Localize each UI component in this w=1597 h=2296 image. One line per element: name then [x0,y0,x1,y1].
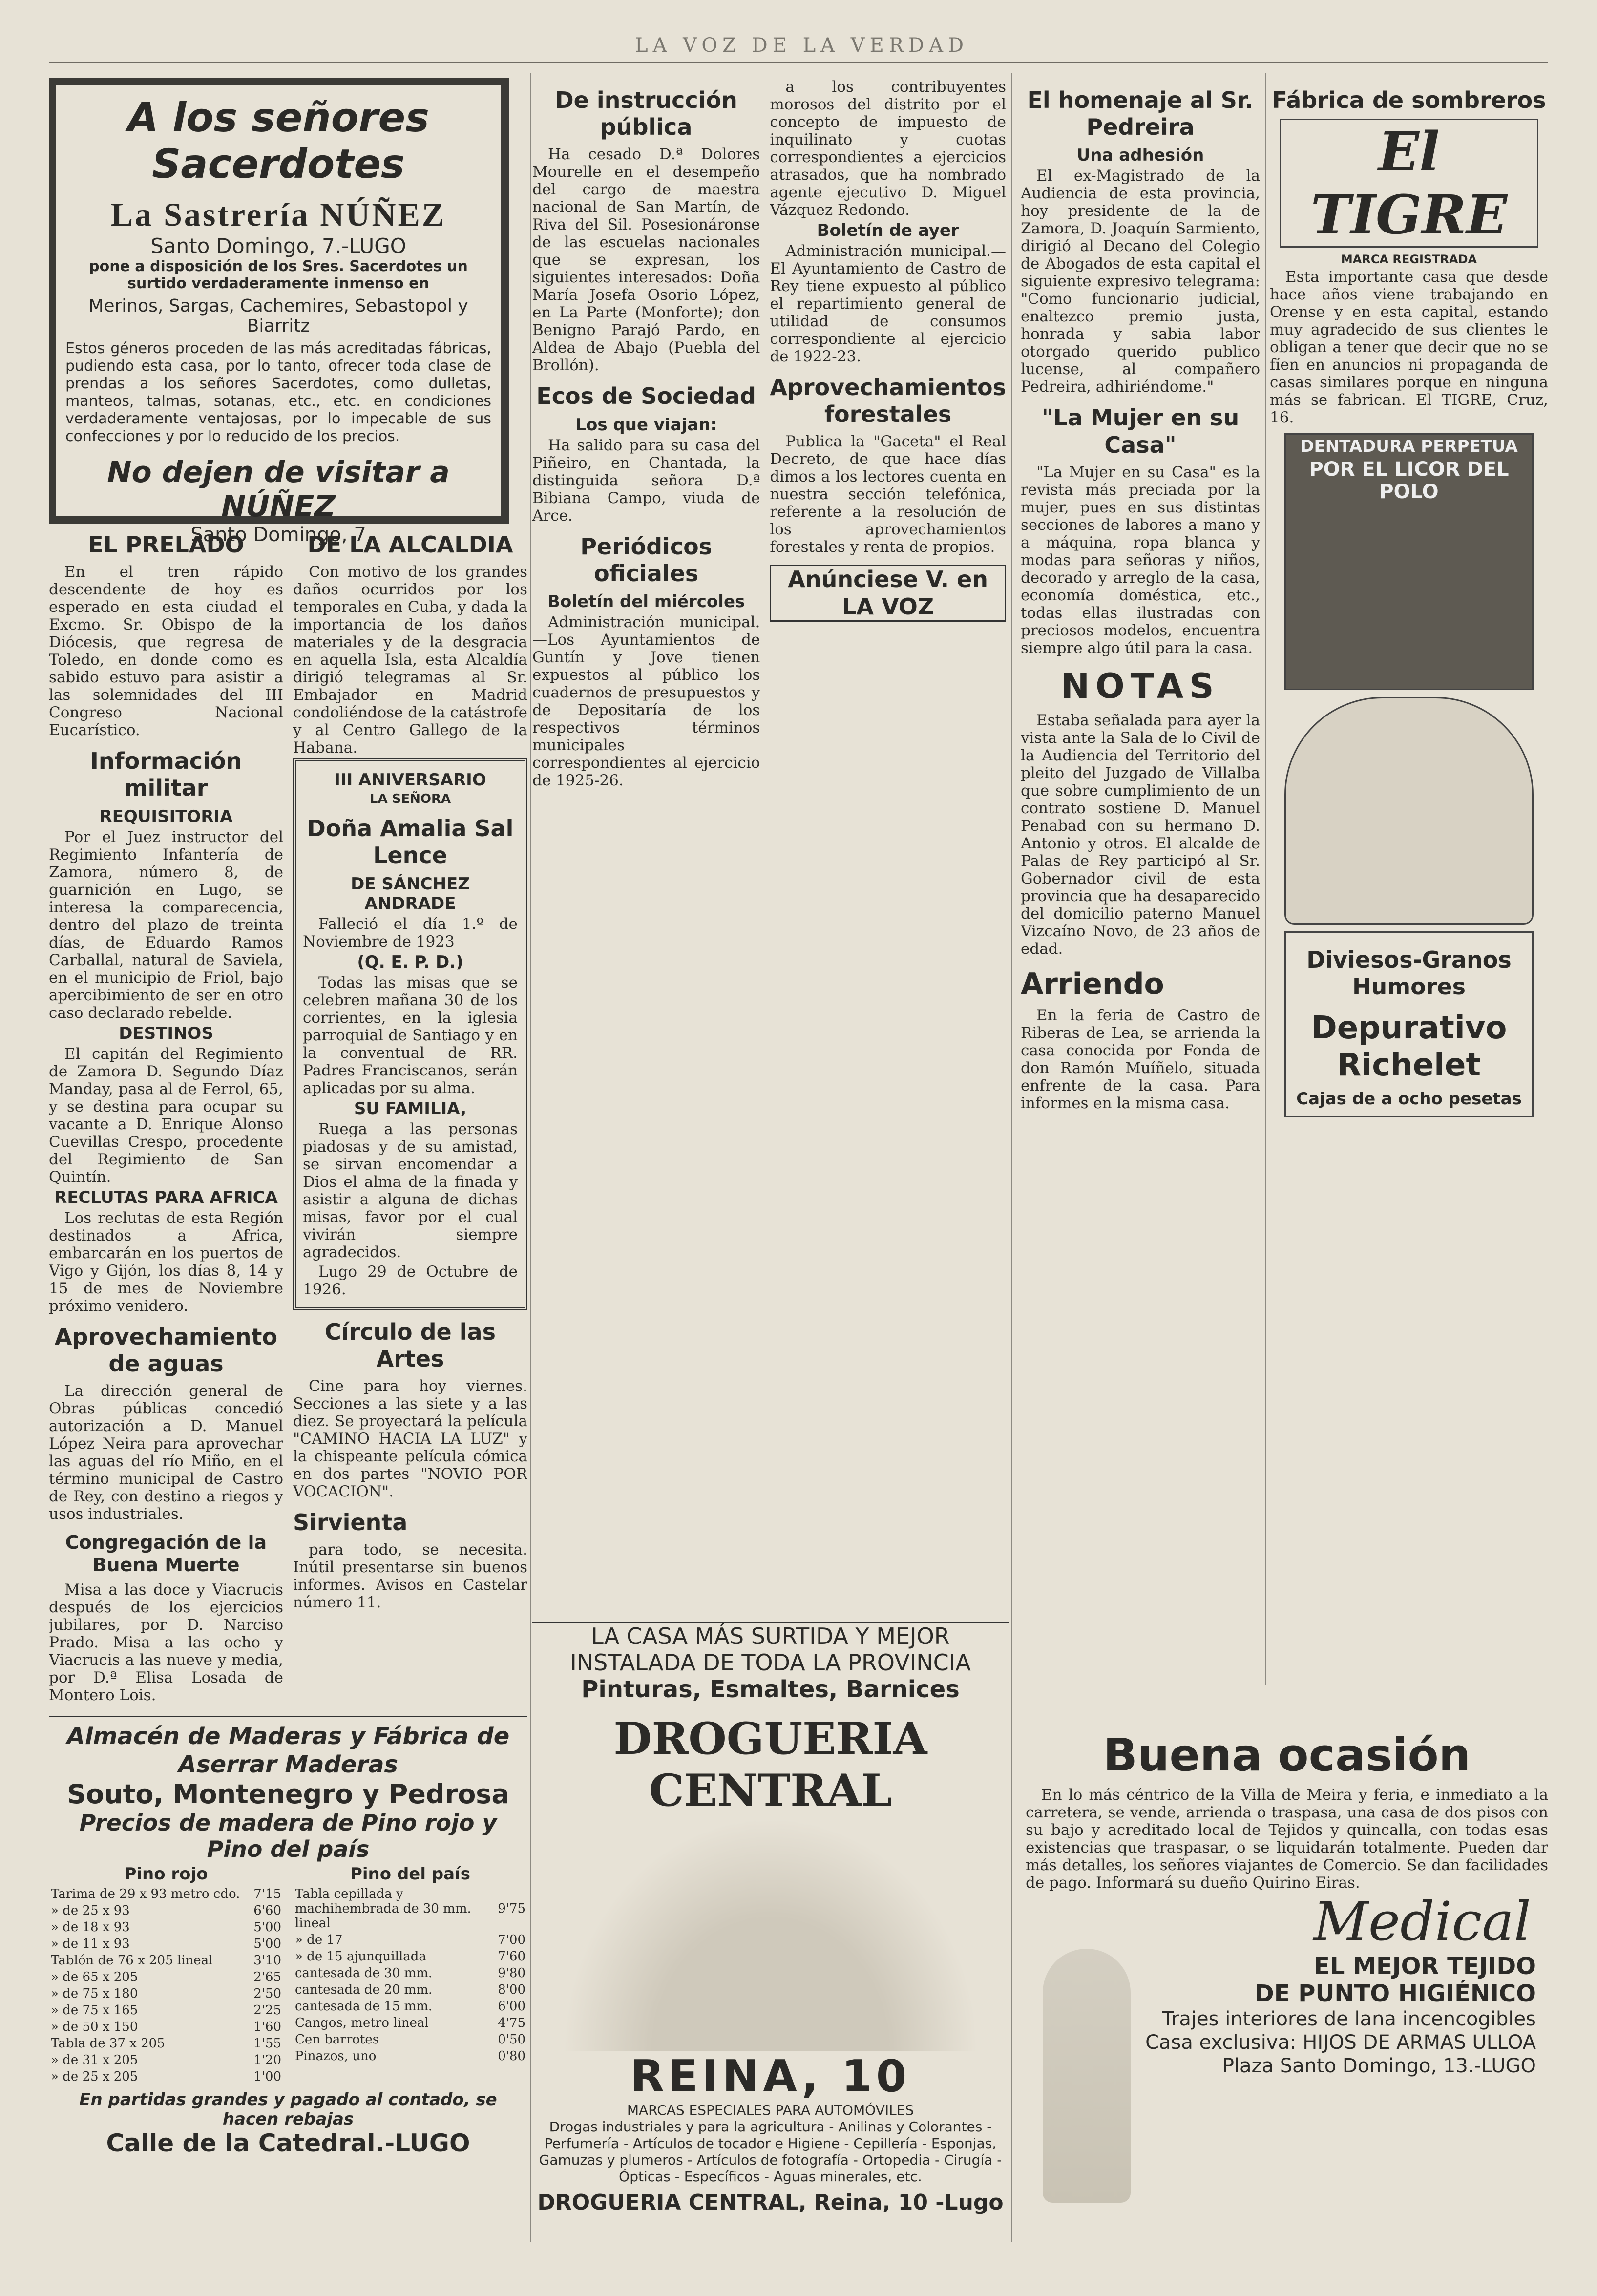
buena-ocasion-title: Buena ocasión [1103,1729,1471,1781]
sastreria-title: A los señores Sacerdotes [127,95,429,188]
boletin-ayer: Boletín de ayer [817,221,959,240]
price-item: » de 50 x 150 [51,2020,138,2035]
price-value: 0'80 [498,2049,525,2064]
price-item: » de 15 ajunquillada [295,1949,426,1964]
militar-title: Información militar [90,748,242,801]
price-item: » de 25 x 205 [51,2069,138,2085]
medical-l3: Trajes interiores de lana incencogibles [1162,2008,1536,2030]
price-item: Tarima de 29 x 93 metro cdo. [51,1887,240,1902]
column-separator [1265,73,1266,1685]
price-row [293,2015,527,2031]
mujer-text: "La Mujer en su Casa" es la revista más preciada por la mujer, pues en sus distintas secciones de labores a mano y a máquina, ropa blanca y modas para señoras y niños, decorado y arreglo de la casa, economía doméstica, etc., todas ellas ilustradas con preciosos modelos, encuentra siempre algo útil para la casa. [1021,463,1260,657]
price-row [293,2031,527,2048]
price-value: 6'00 [498,1999,525,2014]
price-row [293,1965,527,1981]
alcaldia-title: DE LA ALCALDIA [307,531,513,558]
price-item: Tabla cepillada y machihembrada de 30 mm. lineal [295,1887,471,1931]
arriendo-title: Arriendo [1021,967,1164,1001]
circulo-title: Círculo de las Artes [325,1318,496,1372]
ecos-sub: Los que viajan: [575,415,717,435]
price-row [49,1886,283,1902]
price-row [49,1936,283,1952]
aguas-title: Aprovechamiento de aguas [54,1323,278,1377]
price-item: » de 25 x 93 [51,1903,130,1918]
ecos-text: Ha salido para su casa del Piñeiro, en Chantada, la distinguida señora D.ª Bibiana Campo, viuda de Arce. [532,436,760,525]
forestales-text: Publica la "Gaceta" el Real Decreto, de que hace días dimos a los lectores cuenta en nuestra sección telefónica, referente a la resolución de los aprovechamientos forestales y renta de propios. [770,433,1006,556]
price-item: » de 17 [295,1933,343,1948]
sastreria-body: Estos géneros proceden de las más acreditadas fábricas, pudiendo esta casa, por lo tanto, ofrecer toda clase de prendas a los señores Sacerdotes, como dulletas, manteos, talmas, sotanas, etc., etc. en condiciones verdaderamente ventajosas, por lo impecable de sus confecciones y por lo reducido de los precios. [65,340,491,445]
price-row [49,1902,283,1919]
medical-l2: DE PUNTO HIGIÉNICO [1254,1980,1536,2007]
drogueria-name: DROGUERIA CENTRAL [613,1713,927,1816]
price-row [293,1948,527,1965]
contribuyentes-text: a los contribuyentes morosos del distrito por el concepto de impuesto de inquilinato y cuotas correspondientes a ejercicios atrasados, que ha nombrado agente ejecutivo D. Miguel Vázquez Redondo. [770,78,1006,219]
instruccion-title: De instrucción pública [555,87,737,141]
medical-l1: EL MEJOR TEJIDO [1314,1953,1536,1980]
price-row [49,1985,283,2002]
price-value: 5'00 [253,1920,281,1935]
esquela-date: Lugo 29 de Octubre de 1926. [303,1263,518,1298]
pino-rojo-table [49,1886,283,2085]
drogueria-bottom: DROGUERIA CENTRAL, Reina, 10 -Lugo [537,2190,1004,2215]
deceased-name: Doña Amalia Sal Lence [307,815,514,869]
buena-ocasion-ad [1026,1724,1548,1894]
price-row [293,2048,527,2064]
marca-registrada: MARCA REGISTRADA [1341,253,1477,267]
depurativo-title: Depurativo Richelet [1311,1010,1507,1084]
column-3 [1021,78,1260,1725]
price-item: » de 75 x 165 [51,2003,138,2018]
homenaje-title: El homenaje al Sr. Pedreira [1027,87,1254,141]
reclutas-text: Los reclutas de esta Región destinados a Africa, embarcarán en los puertos de Vigo y Gijón, los días 8, 14 y 15 de mes de Noviembre próximo venidero. [49,1209,283,1315]
richelet-ad [1284,931,1534,1117]
price-row [49,2068,283,2085]
forestales-title: Aprovechamientos forestales [770,374,1006,428]
ecos-title: Ecos de Sociedad [536,383,756,410]
drogueria-ad [532,1622,1009,2215]
price-row [49,2052,283,2068]
periodicos-title: Periódicos oficiales [580,533,713,587]
col2-row [532,78,1006,791]
price-row [293,1981,527,1998]
price-value: 1'20 [253,2053,281,2068]
fabrica-title: Fábrica de sombreros [1272,87,1546,113]
price-value: 0'50 [498,2032,525,2047]
cajas-label: Cajas de a ocho pesetas [1296,1089,1522,1109]
pino-pais-label: Pino del país [350,1864,471,1884]
maderas-ad [49,1716,527,2157]
price-value: 2'50 [253,1986,281,2001]
price-value: 4'75 [498,2016,525,2031]
price-row [49,2019,283,2035]
notas-text: Estaba señalada para ayer la vista ante la Sala de lo Civil de la Audiencia del Territorio del pleito del Juzgado de Villalba que sobre cumplimiento de un contrato sostiene D. Manuel Penabad con su hermano D. Antonio y otros. El alcalde de Palas de Rey participó al Sr. Gobernador civil de esta provincia que ha desaparecido del domicilio paterno Manuel Vizcaíno Novo, de 23 años de edad. [1021,711,1260,958]
price-value: 9'80 [498,1966,525,1981]
col2-left [532,78,760,791]
price-value: 7'60 [498,1949,525,1964]
pino-pais-block [293,1862,527,2085]
column-2 [532,78,1006,1612]
price-row [293,1886,527,1932]
medical-l4: Casa exclusiva: HIJOS DE ARMAS ULLOA [1145,2031,1536,2054]
price-row [49,2035,283,2052]
col1-left [49,523,283,1706]
arriendo-text: En la feria de Castro de Riberas de Lea, se arrienda la casa conocida por Fonda de don Ramón Muíñelo, situada enfrente de la casa. Para informes en la misma casa. [1021,1006,1260,1112]
head-illustration [1284,697,1534,925]
price-item: Cangos, metro lineal [295,2016,429,2031]
familia-text: Ruega a las personas piadosas y de su amistad, se sirvan encomendar a Dios el alma de la finada y asistir a alguna de dichas misas, favor por el cual vivirán siempre agradecidos. [303,1120,518,1261]
dentadura-label: DENTADURA PERPETUA [1300,437,1518,457]
sirvienta-text: para todo, se necesita. Inútil presentarse sin buenos informes. Avisos en Castelar número 11. [293,1541,527,1612]
price-item: cantesada de 20 mm. [295,1982,433,1998]
aguas-text: La dirección general de Obras públicas concedió autorización a D. Manuel López Neira para aprovechar las aguas del río Miño, en el término municipal de Castro de Rey, con destino a riegos y usos industriales. [49,1382,283,1523]
licor-label: POR EL LICOR DEL POLO [1309,458,1509,504]
figure-illustration [1043,1949,1131,2203]
price-item: cantesada de 30 mm. [295,1966,433,1981]
maderas-precios: Precios de madera de Pino rojo y Pino del país [79,1810,497,1863]
fabrica-text: Esta importante casa que desde hace años viene trabajando en Orense y en esta capital, estando muy agradecido de sus clientes le obligan a tener que decir que no se fíen en anuncios ni propaganda de casas similares porque en ninguna más se fabrican. El TIGRE, Cruz, 16. [1270,268,1548,427]
column-1 [49,78,527,2242]
sastreria-line1: pone a disposición de los Sres. Sacerdotes un surtido verdaderamente inmenso en [89,258,468,292]
requisitoria-label: REQUISITORIA [99,806,233,826]
price-value: 9'75 [498,1901,525,1917]
price-row [49,1919,283,1936]
price-item: » de 65 x 205 [51,1970,138,1985]
sirvienta-title: Sirvienta [293,1509,408,1536]
price-row [293,1998,527,2015]
price-item: » de 31 x 205 [51,2053,138,2068]
drogueria-reina: REINA, 10 [630,2051,911,2102]
sastreria-fabrics: Merinos, Sargas, Cachemires, Sebastopol y Biarritz [88,296,468,336]
medical-title: Medical [1313,1890,1531,1953]
tigre-logo: El TIGRE [1280,119,1538,248]
pino-rojo-block [49,1862,283,2085]
pino-rojo-label: Pino rojo [124,1864,208,1884]
price-value: 3'10 [253,1953,281,1968]
congregacion-title: Congregación de la Buena Muerte [65,1531,267,1576]
sastreria-address: Santo Domingo, 7.-LUGO [150,234,406,258]
drogueria-l1: LA CASA MÁS SURTIDA Y MEJOR INSTALADA DE TODA LA PROVINCIA [570,1623,971,1676]
maderas-foot2: Calle de la Catedral.-LUGO [106,2129,470,2158]
prelado-title: EL PRELADO [88,531,244,558]
price-value: 1'60 [253,2020,281,2035]
price-value: 2'25 [253,2003,281,2018]
destinos-text: El capitán del Regimiento de Zamora D. Segundo Díaz Manday, pasa al de Ferrol, 65, y se destina para ocupar su vacante a D. Enrique Alonso Cuevillas Crespo, procedente del Regimiento de San Quintín. [49,1045,283,1186]
price-row [49,1952,283,1969]
mujer-title: "La Mujer en su Casa" [1041,404,1240,458]
boletin-ayer-text: Administración municipal.—El Ayuntamiento de Castro de Rey tiene expuesto al público el repartimiento general de utilidad de consumos correspondiente al ejercicio de 1922-23. [770,242,1006,365]
circulo-text: Cine para hoy viernes. Secciones a las siete y a las diez. Se proyectará la película "CAMINO HACIA LA LUZ" y la chispeante película cómica en dos partes "NOVIO POR VOCACION". [293,1377,527,1500]
drogueria-small: Drogas industriales y para la agricultura - Anilinas y Colorantes - Perfumería - Artículos de tocador e Higiene - Cepillería - Esponjas, Gamuzas y plumeros - Artículos de fotografía - Ortopedia - Cirugía - Ópticas - Específicos - Aguas minerales, etc. [539,2119,1002,2185]
col1-row [49,523,527,1706]
medical-ad [1033,1890,1551,2208]
alcaldia-text: Con motivo de los grandes daños ocurridos por los temporales en Cuba, y dada la importancia de los daños materiales y de la desgracia en aquella Isla, esta Alcaldía dirigió telegramas al Sr. Embajador en Madrid condoliéndose de la catástrofe y al Centro Gallego de la Habana. [293,563,527,757]
senora-label: LA SEÑORA [369,792,451,807]
destinos-label: DESTINOS [119,1023,213,1043]
price-row [49,2002,283,2019]
reclutas-label: RECLUTAS PARA AFRICA [54,1187,278,1207]
price-tables [49,1862,527,2085]
column-separator [530,73,531,2242]
maderas-foot1: En partidas grandes y pagado al contado, se hacen rebajas [79,2090,497,2129]
aniversario: III ANIVERSARIO [334,770,486,790]
familia-label: SU FAMILIA, [354,1098,467,1118]
boletin-label: Boletín del miércoles [547,591,745,611]
sastreria-slogan: No dejen de visitar a NÚÑEZ [107,455,450,524]
column-4 [1270,78,1548,1725]
pino-pais-table [293,1886,527,2064]
price-item: » de 18 x 93 [51,1920,130,1935]
price-item: » de 11 x 93 [51,1937,130,1952]
maderas-names: Souto, Montenegro y Pedrosa [67,1779,509,1810]
top-rule [49,62,1548,63]
congregacion-text: Misa a las doce y Viacrucis después de los ejercicios jubilares, por D. Narciso Prado. Misa a las ocho y Viacrucis a las nueve y media, por D.ª Elisa Losada de Montero Lois. [49,1581,283,1705]
notas-title: NOTAS [1061,666,1220,706]
price-item: Tablón de 76 x 205 lineal [51,1953,213,1968]
price-value: 8'00 [498,1982,525,1998]
price-item: Pinazos, uno [295,2049,377,2064]
price-item: Tabla de 37 x 205 [51,2036,165,2051]
adhesion-label: Una adhesión [1076,146,1204,166]
sastreria-address2: Santo Domingo, 7 [190,524,366,546]
price-value: 5'00 [253,1937,281,1952]
drogueria-marcas: MARCAS ESPECIALES PARA AUTOMÓVILES [627,2102,914,2118]
homenaje-text: El ex-Magistrado de la Audiencia de esta provincia, hoy presidente de la de Zamora, D. Joaquín Sarmiento, dirigió al Decano del Colegio de Abogados de esta capital el siguiente expresivo telegrama: "Como funcionario judicial, enaltezco premio justa, honrada y sabia labor otorgado querido publico lucense, al compañero Pedreira, adhiriéndome." [1021,167,1260,396]
anunciese: Anúnciese V. en LA VOZ [770,565,1006,621]
price-item: Cen barrotes [295,2032,379,2047]
buena-ocasion-text: En lo más céntrico de la Villa de Meira y feria, e inmediato a la carretera, se vende, arrienda o traspasa, una casa de dos pisos con su bajo y acreditado local de Tejidos y quincalla, con todas esas existencias que traspasar, o se liquidarán totalmente. Pueden dar más detalles, los señores viajantes de Comercio. Se dan facilidades de pago. Informará su dueño Quirino Eiras. [1026,1786,1548,1892]
diviesos-title: Diviesos-Granos Humores [1306,947,1512,1000]
price-row [49,1969,283,1985]
periodicos-text: Administración municipal.—Los Ayuntamientos de Guntín y Jove tienen expuestos al público los cuadernos de presupuestos y de Depositaría de los respectivos términos municipales correspondientes al ejercicio de 1925-26. [532,613,760,789]
price-value: 1'55 [253,2036,281,2051]
esquela-text: Todas las misas que se celebren mañana 30 de los corrientes, en la iglesia parroquial de Santiago y en la conventual de RR. Padres Franciscanos, serán aplicadas por su alma. [303,973,518,1097]
fallecio: Falleció el día 1.º de Noviembre de 1923 [303,915,518,950]
factory-illustration [562,1816,979,2051]
maderas-title: Almacén de Maderas y Fábrica de Aserrar Maderas [66,1723,510,1779]
rip: (Q. E. P. D.) [357,952,463,972]
price-item: » de 75 x 180 [51,1986,138,2001]
deceased-widow: DE SÁNCHEZ ANDRADE [351,874,470,913]
militar-text: Por el Juez instructor del Regimiento Infantería de Zamora, número 8, de guarnición en Lugo, se interesa la comparecencia, dentro del plazo de treinta días, de Eduardo Ramos Carballal, natural de Saviela, en el municipio de Friol, bajo apercibimiento de ser en otro caso declarado rebelde. [49,828,283,1022]
col2-right [770,78,1006,791]
masthead: LA VOZ DE LA VERDAD [635,34,969,57]
price-item: cantesada de 15 mm. [295,1999,433,2014]
esquela [293,758,527,1309]
instruccion-text: Ha cesado D.ª Dolores Mourelle en el desempeño del cargo de maestra nacional de San Martín, de Riva del Sil. Posesionáronse de las escuelas nacionales que se expresan, los siguientes interesados: Doña María Josefa Osorio López, en La Parte (Monforte); don Benigno Parajó Pardo, en Aldea de Abajo (Puebla del Brollón). [532,146,760,375]
price-value: 1'00 [253,2069,281,2085]
column-separator [1011,73,1012,2242]
medical-l5: Plaza Santo Domingo, 13.-LUGO [1222,2055,1536,2077]
price-value: 6'60 [253,1903,281,1918]
drogueria-l2: Pinturas, Esmaltes, Barnices [581,1676,960,1703]
col1-right [293,523,527,1706]
licor-del-polo-ad [1284,433,1534,690]
sastreria-shop: La Sastrería NÚÑEZ [110,196,446,233]
price-value: 7'00 [498,1933,525,1948]
price-value: 2'65 [253,1970,281,1985]
prelado-text: En el tren rápido descendente de hoy es esperado en esta ciudad el Excmo. Sr. Obispo de la Diócesis, que regresa de Toledo, en donde como es sabido estuvo para asistir a las solemnidades del III Congreso Nacional Eucarístico. [49,563,283,739]
price-value: 7'15 [253,1887,281,1902]
price-row [293,1932,527,1948]
